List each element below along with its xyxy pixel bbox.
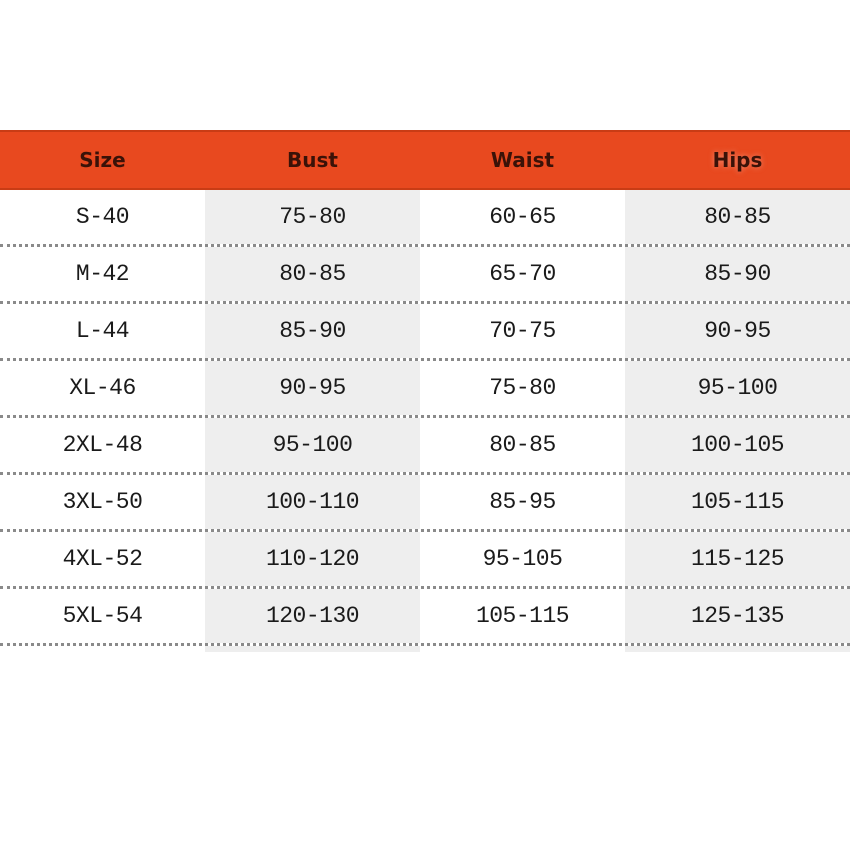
size-chart-table [0,130,850,652]
table-row [0,418,850,475]
bust-cell: 80-85 [205,247,420,301]
hips-cell: 125-135 [625,589,850,643]
waist-cell: 60-65 [489,204,556,230]
waist-cell: 80-85 [489,432,556,458]
size-cell: 4XL-52 [62,546,143,572]
table-header-row [0,130,850,190]
header-size: Size [79,148,126,172]
hips-cell: 85-90 [625,247,850,301]
waist-cell: 70-75 [489,318,556,344]
header-waist: Waist [490,148,555,172]
header-bust: Bust [287,148,338,172]
header-hips: Hips [712,148,763,172]
size-cell: M-42 [75,261,130,287]
waist-cell: 75-80 [489,375,556,401]
table-bottom-edge [0,646,850,652]
table-row [0,190,850,247]
bust-cell: 75-80 [205,190,420,244]
table-row [0,361,850,418]
size-cell: XL-46 [69,375,136,401]
bust-cell: 110-120 [205,532,420,586]
bust-cell: 90-95 [205,361,420,415]
table-row [0,589,850,646]
size-cell: 5XL-54 [62,603,143,629]
bust-cell: 95-100 [205,418,420,472]
size-cell: S-40 [75,204,130,230]
size-cell: 2XL-48 [62,432,143,458]
hips-cell: 100-105 [625,418,850,472]
waist-cell: 105-115 [475,603,570,629]
bust-cell: 100-110 [205,475,420,529]
table-row [0,304,850,361]
table-row [0,532,850,589]
bust-cell: 120-130 [205,589,420,643]
waist-cell: 95-105 [482,546,563,572]
size-cell: L-44 [75,318,130,344]
waist-cell: 65-70 [489,261,556,287]
hips-cell: 115-125 [625,532,850,586]
table-row [0,475,850,532]
hips-cell: 90-95 [625,304,850,358]
hips-cell: 80-85 [625,190,850,244]
bust-cell: 85-90 [205,304,420,358]
table-row [0,247,850,304]
hips-cell: 95-100 [625,361,850,415]
hips-cell: 105-115 [625,475,850,529]
size-cell: 3XL-50 [62,489,143,515]
waist-cell: 85-95 [489,489,556,515]
